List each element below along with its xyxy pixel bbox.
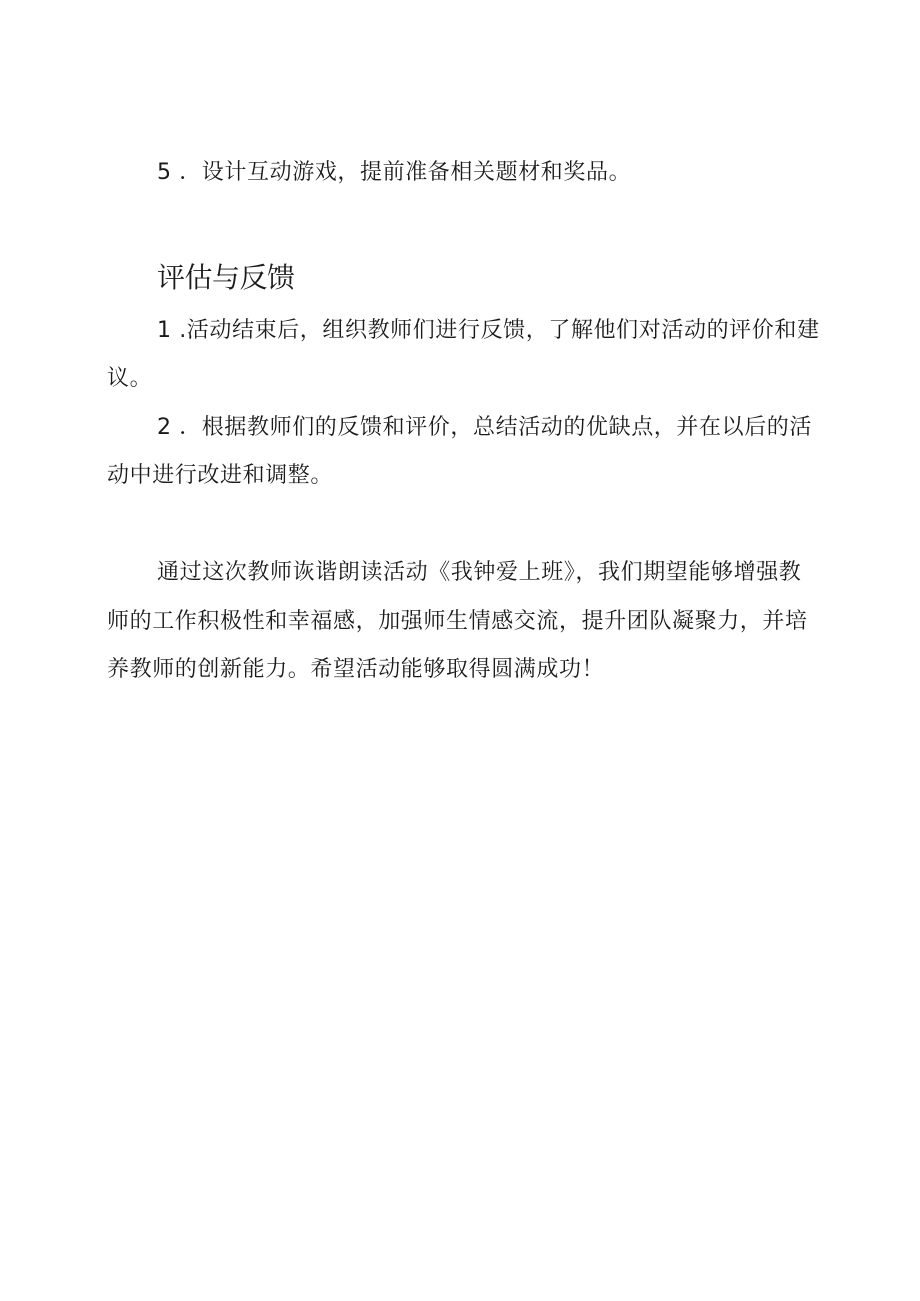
conclusion-line-3: 养教师的创新能力。希望活动能够取得圆满成功！ [107,657,605,682]
section-heading-evaluation-feedback: 评估与反馈 [157,261,295,294]
feedback-item-2-line-2: 动中进行改进和调整。 [107,463,334,488]
feedback-item-2-line-1: 2 ．根据教师们的反馈和评价，总结活动的优缺点，并在以后的活 [157,415,812,440]
feedback-item-1-line-1: 1 .活动结束后，组织教师们进行反馈，了解他们对活动的评价和建 [157,318,820,343]
list-item-design-games: 5 ．设计互动游戏，提前准备相关题材和奖品。 [157,160,632,185]
conclusion-line-1: 通过这次教师诙谐朗读活动《我钟爱上班》，我们期望能够增强教 [157,560,802,585]
conclusion-line-2: 师的工作积极性和幸福感，加强师生情感交流，提升团队凝聚力，并培 [107,609,808,634]
feedback-item-1-line-2: 议。 [107,366,153,391]
